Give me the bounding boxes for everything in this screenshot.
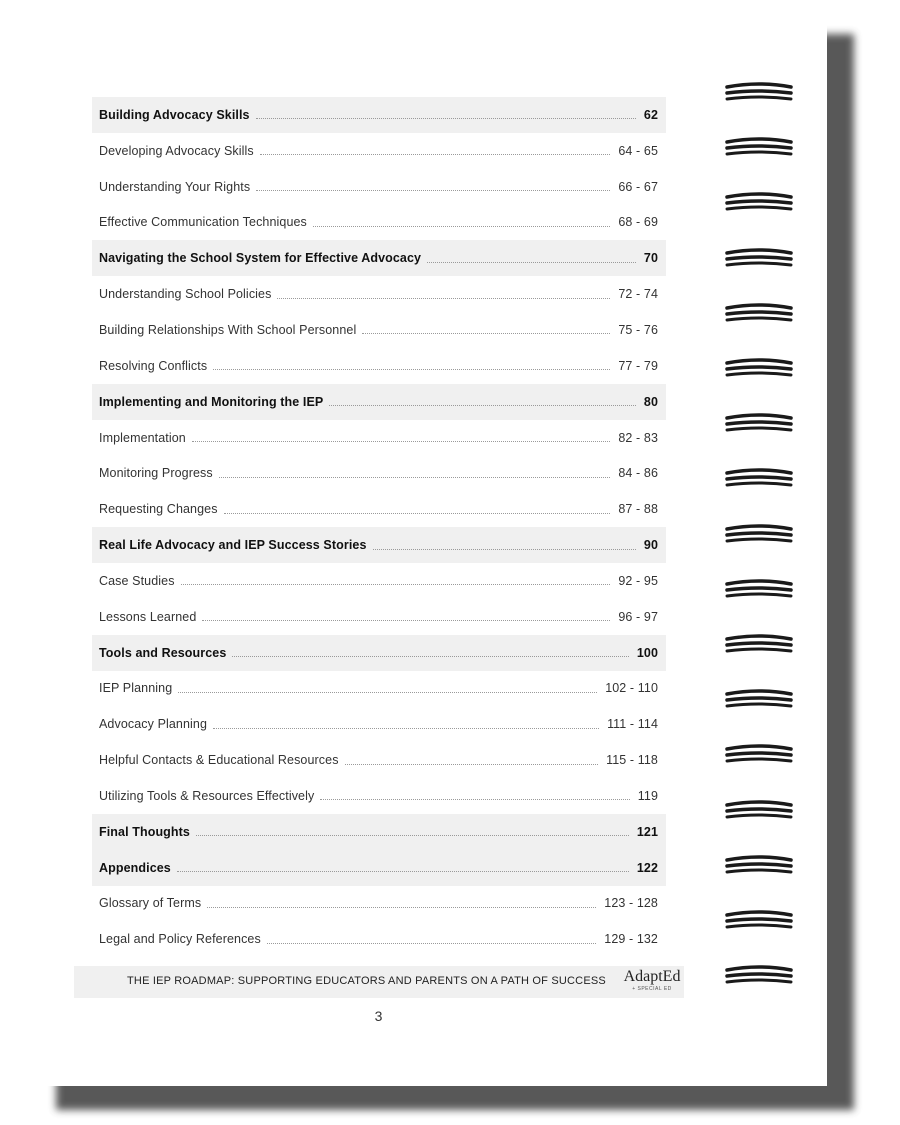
dot-leader (178, 692, 597, 693)
spiral-ring-icon (723, 908, 795, 932)
footer-title: THE IEP ROADMAP: SUPPORTING EDUCATORS AND PARENTS ON A PATH OF SUCCESS (127, 975, 606, 987)
toc-entry-row (92, 276, 666, 312)
toc-page-number: 62 (643, 107, 658, 122)
toc-page-number: 84 - 86 (618, 466, 658, 481)
toc-page-number: 121 (636, 824, 658, 839)
toc-entry-title: Building Advocacy Skills (99, 107, 250, 122)
toc-page-number: 72 - 74 (618, 287, 658, 302)
toc-page-number: 82 - 83 (618, 430, 658, 445)
spiral-ring-icon (723, 301, 795, 325)
dot-leader (373, 549, 636, 550)
toc-section-row (92, 635, 666, 671)
spiral-ring-icon (723, 963, 795, 987)
toc-entry-title: Tools and Resources (99, 645, 227, 660)
dot-leader (192, 441, 611, 442)
spiral-ring-icon (723, 798, 795, 822)
toc-page-number: 90 (643, 538, 658, 553)
toc-entry-row (92, 706, 666, 742)
dot-leader (313, 226, 610, 227)
toc-entry-title: Understanding School Policies (99, 287, 272, 302)
spiral-ring-icon (723, 687, 795, 711)
toc-entry-title: Legal and Policy References (99, 932, 261, 947)
toc-entry-title: Helpful Contacts & Educational Resources (99, 753, 339, 768)
toc-entry-title: Implementing and Monitoring the IEP (99, 394, 324, 409)
dot-leader (213, 369, 610, 370)
toc-entry-title: Effective Communication Techniques (99, 215, 307, 230)
dot-leader (267, 943, 596, 944)
dot-leader (260, 154, 611, 155)
dot-leader (320, 799, 629, 800)
dot-leader (177, 871, 629, 872)
toc-section-row (92, 240, 666, 276)
spiral-ring-icon (723, 522, 795, 546)
toc-page-number: 80 (643, 394, 658, 409)
toc-page-number: 75 - 76 (618, 322, 658, 337)
spiral-ring-icon (723, 135, 795, 159)
toc-entry-title: Understanding Your Rights (99, 179, 251, 194)
dot-leader (232, 656, 628, 657)
toc-page-number: 92 - 95 (618, 573, 658, 588)
dot-leader (224, 513, 611, 514)
toc-entry-row (92, 921, 666, 957)
toc-entry-title: Advocacy Planning (99, 717, 208, 732)
spiral-ring-icon (723, 80, 795, 104)
adapted-logo (622, 968, 682, 992)
spiral-ring-icon (723, 411, 795, 435)
toc-entry-row (92, 599, 666, 635)
dot-leader (196, 835, 629, 836)
toc-entry-title: Implementation (99, 430, 186, 445)
toc-entry-row (92, 491, 666, 527)
logo-subtext: + SPECIAL ED (632, 986, 672, 992)
toc-section-row (92, 850, 666, 886)
toc-entry-row (92, 455, 666, 491)
dot-leader (202, 620, 610, 621)
logo-text: AdaptEd (623, 968, 681, 985)
page-footer (74, 966, 684, 998)
spiral-ring-icon (723, 853, 795, 877)
toc-page-number: 115 - 118 (606, 753, 658, 768)
toc-entry-row (92, 671, 666, 707)
toc-entry-title: Final Thoughts (99, 824, 190, 839)
toc-entry-row (92, 778, 666, 814)
toc-entry-title: Lessons Learned (99, 609, 197, 624)
toc-page-number: 77 - 79 (618, 358, 658, 373)
toc-section-row (92, 527, 666, 563)
dot-leader (181, 584, 611, 585)
toc-entry-title: Real Life Advocacy and IEP Success Stories (99, 538, 367, 553)
toc-entry-row (92, 563, 666, 599)
toc-entry-title: IEP Planning (99, 681, 173, 696)
dot-leader (427, 262, 636, 263)
toc-entry-title: Developing Advocacy Skills (99, 143, 254, 158)
toc-entry-title: Appendices (99, 860, 171, 875)
spiral-ring-icon (723, 356, 795, 380)
toc-page-number: 68 - 69 (618, 215, 658, 230)
spiral-ring-icon (723, 577, 795, 601)
dot-leader (362, 333, 610, 334)
dot-leader (219, 477, 611, 478)
spiral-ring-icon (723, 742, 795, 766)
toc-entry-row (92, 205, 666, 241)
toc-entry-title: Resolving Conflicts (99, 358, 208, 373)
toc-page-number: 87 - 88 (618, 502, 658, 517)
toc-entry-row (92, 169, 666, 205)
toc-entry-title: Requesting Changes (99, 502, 218, 517)
dot-leader (345, 764, 599, 765)
toc-page-number: 119 (637, 788, 658, 803)
toc-page-number: 111 - 114 (607, 717, 658, 732)
spiral-binding-icon (723, 80, 795, 1000)
dot-leader (207, 907, 596, 908)
toc-section-row (92, 814, 666, 850)
toc-entry-title: Navigating the School System for Effective Advocacy (99, 251, 422, 266)
toc-entry-row (92, 133, 666, 169)
dot-leader (329, 405, 636, 406)
toc-page-number: 129 - 132 (604, 932, 658, 947)
spiral-ring-icon (723, 246, 795, 270)
page-number: 3 (374, 1008, 383, 1024)
toc-entry-row (92, 312, 666, 348)
toc-entry-title: Glossary of Terms (99, 896, 202, 911)
toc-page-number: 102 - 110 (605, 681, 658, 696)
toc-entry-row (92, 348, 666, 384)
toc-section-row (92, 97, 666, 133)
spiral-ring-icon (723, 632, 795, 656)
toc-entry-title: Case Studies (99, 573, 175, 588)
toc-entry-row (92, 886, 666, 922)
toc-page-number: 122 (636, 860, 658, 875)
dot-leader (256, 190, 610, 191)
dot-leader (213, 728, 599, 729)
dot-leader (277, 298, 610, 299)
toc-entry-row (92, 742, 666, 778)
table-of-contents (92, 97, 666, 957)
toc-page-number: 96 - 97 (618, 609, 658, 624)
toc-entry-title: Building Relationships With School Personnel (99, 322, 357, 337)
toc-page-number: 66 - 67 (618, 179, 658, 194)
toc-page-number: 64 - 65 (618, 143, 658, 158)
toc-page-number: 100 (636, 645, 658, 660)
toc-entry-title: Utilizing Tools & Resources Effectively (99, 788, 315, 803)
toc-entry-title: Monitoring Progress (99, 466, 213, 481)
spiral-ring-icon (723, 190, 795, 214)
toc-entry-row (92, 420, 666, 456)
toc-page-number: 70 (643, 251, 658, 266)
toc-page-number: 123 - 128 (604, 896, 658, 911)
toc-section-row (92, 384, 666, 420)
spiral-ring-icon (723, 466, 795, 490)
dot-leader (256, 118, 636, 119)
